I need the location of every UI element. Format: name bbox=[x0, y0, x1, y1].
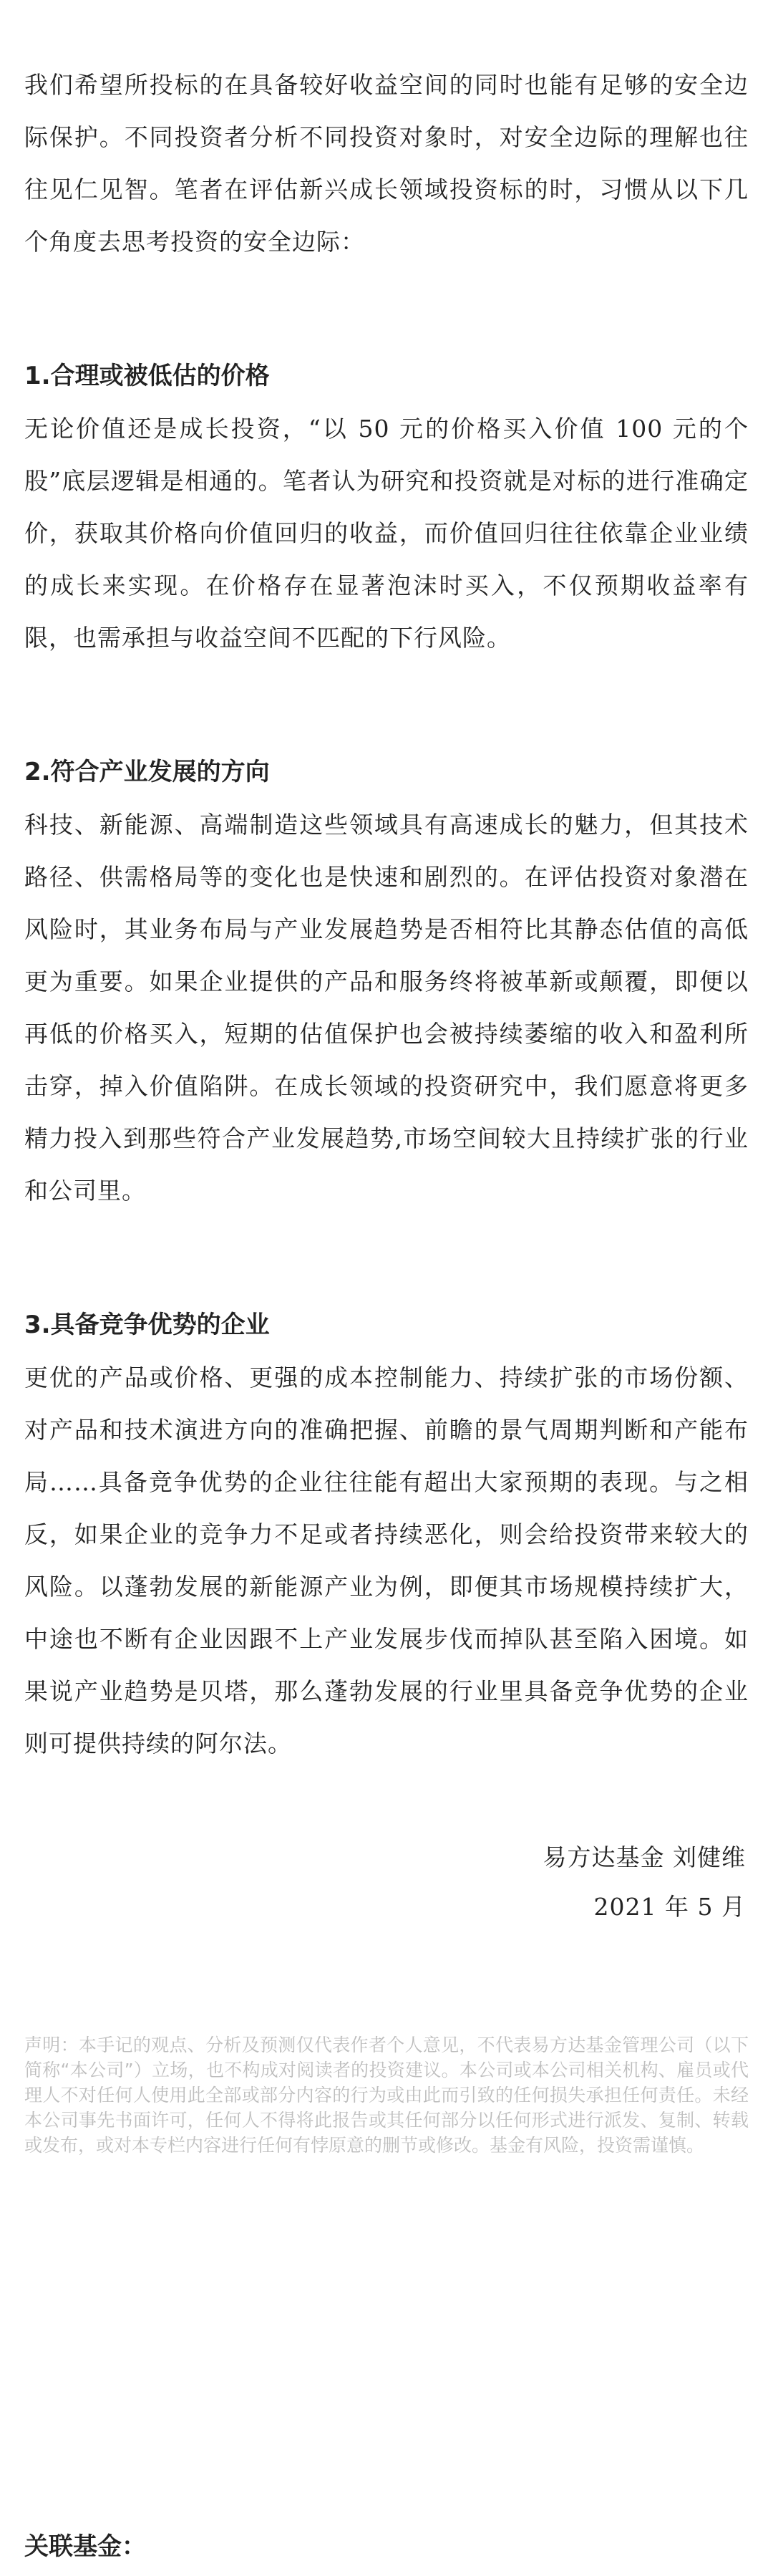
section-body-2: 科技、新能源、高端制造这些领域具有高速成长的魅力，但其技术路径、供需格局等的变化也是快速和剧烈的。在评估投资对象潜在风险时，其业务布局与产业发展趋势是否相符比其静态估值的高低更为重要。如果企业提供的产品和服务终将被革新或颠覆，即便以再低的价格买入，短期的估值保护也会被持续萎缩的收入和盈利所击穿，掉入价值陷阱。在成长领域的投资研究中，我们愿意将更多精力投入到那些符合产业发展趋势,市场空间较大且持续扩张的行业和公司里。 bbox=[24, 811, 749, 1205]
section-body-1: 无论价值还是成长投资，“以 50 元的价格买入价值 100 元的个股”底层逻辑是相通的。笔者认为研究和投资就是对标的进行准确定价，获取其价格向价值回归的收益，而价值回归往往依靠企业业绩的成长来实现。在价格存在显著泡沫时买入，不仅预期收益率有限，也需承担与收益空间不匹配的下行风险。 bbox=[24, 415, 749, 652]
section-heading-2: 2.符合产业发展的方向 bbox=[24, 758, 270, 786]
signature-date: 2021 年 5 月 bbox=[593, 1893, 746, 1921]
intro-paragraph: 我们希望所投标的在具备较好收益空间的同时也能有足够的安全边际保护。不同投资者分析不同投资对象时，对安全边际的理解也往往见仁见智。笔者在评估新兴成长领域投资标的时，习惯从以下几个角度去思考投资的安全边际： bbox=[24, 71, 749, 256]
section-heading-1: 1.合理或被低估的价格 bbox=[24, 362, 270, 390]
related-funds-heading: 关联基金： bbox=[24, 2532, 146, 2561]
signature-author: 易方达基金 刘健维 bbox=[543, 1843, 746, 1871]
section-heading-3: 3.具备竞争优势的企业 bbox=[24, 1311, 270, 1339]
disclaimer-text: 声明：本手记的观点、分析及预测仅代表作者个人意见，不代表易方达基金管理公司（以下简称“本公司”）立场，也不构成对阅读者的投资建议。本公司或本公司相关机构、雇员或代理人不对任何人使用此全部或部分内容的行为或由此而引致的任何损失承担任何责任。未经本公司事先书面许可，任何人不得将此报告或其任何部分以任何形式进行派发、复制、转载或发布，或对本专栏内容进行任何有悖原意的删节或修改。基金有风险，投资需谨慎。 bbox=[24, 2035, 749, 2156]
article-body bbox=[24, 59, 749, 1770]
section-body-3: 更优的产品或价格、更强的成本控制能力、持续扩张的市场份额、对产品和技术演进方向的准确把握、前瞻的景气周期判断和产能布局……具备竞争优势的企业往往能有超出大家预期的表现。与之相反，如果企业的竞争力不足或者持续恶化，则会给投资带来较大的风险。以蓬勃发展的新能源产业为例，即便其市场规模持续扩大，中途也不断有企业因跟不上产业发展步伐而掉队甚至陷入困境。如果说产业趋势是贝塔，那么蓬勃发展的行业里具备竞争优势的企业则可提供持续的阿尔法。 bbox=[24, 1364, 749, 1757]
